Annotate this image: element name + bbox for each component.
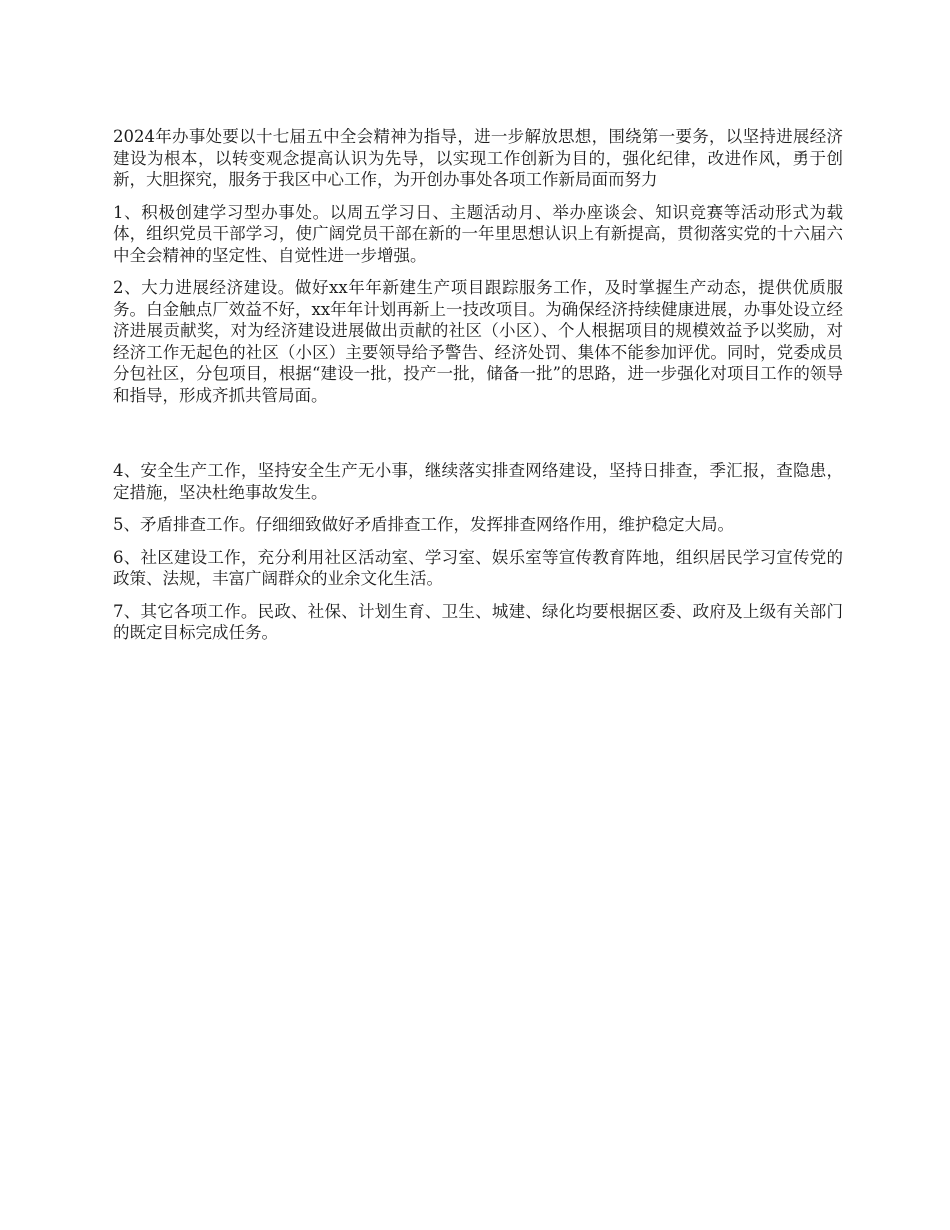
- item-7-paragraph: 7、其它各项工作。民政、社保、计划生育、卫生、城建、绿化均要根据区委、政府及上级有关部门的既定目标完成任务。: [113, 601, 843, 642]
- item-2-paragraph: 2、大力进展经济建设。做好xx年年新建生产项目跟踪服务工作，及时掌握生产动态，提供优质服务。白金触点厂效益不好，xx年年计划再新上一技改项目。为确保经济持续健康进展，办事处设立经济进展贡献奖，对为经济建设进展做出贡献的社区（小区）、个人根据项目的规模效益予以奖励，对经济工作无起色的社区（小区）主要领导给予警告、经济处罚、集体不能参加评优。同时，党委成员分包社区，分包项目，根据“建设一批，投产一批，储备一批”的思路，进一步强化对项目工作的领导和指导，形成齐抓共管局面。: [113, 278, 843, 405]
- document-body: [113, 126, 843, 655]
- item-5-paragraph: 5、矛盾排查工作。仔细细致做好矛盾排查工作，发挥排查网络作用，维护稳定大局。: [113, 515, 734, 534]
- intro-paragraph: 2024年办事处要以十七届五中全会精神为指导，进一步解放思想，围绕第一要务，以坚持进展经济建设为根本，以转变观念提高认识为先导，以实现工作创新为目的，强化纪律，改进作风，勇于创新，大胆探究，服务于我区中心工作，为开创办事处各项工作新局面而努力: [113, 127, 843, 189]
- item-1-paragraph: 1、积极创建学习型办事处。以周五学习日、主题活动月、举办座谈会、知识竞赛等活动形式为载体，组织党员干部学习，使广阔党员干部在新的一年里思想认识上有新提高，贯彻落实党的十六届六中全会精神的坚定性、自觉性进一步增强。: [113, 202, 843, 265]
- item-6-paragraph: 6、社区建设工作，充分利用社区活动室、学习室、娱乐室等宣传教育阵地，组织居民学习宣传党的政策、法规，丰富广阔群众的业余文化生活。: [113, 547, 843, 588]
- item-4-paragraph: 4、安全生产工作，坚持安全生产无小事，继续落实排查网络建设，坚持日排查，季汇报，查隐患，定措施，坚决杜绝事故发生。: [113, 461, 843, 502]
